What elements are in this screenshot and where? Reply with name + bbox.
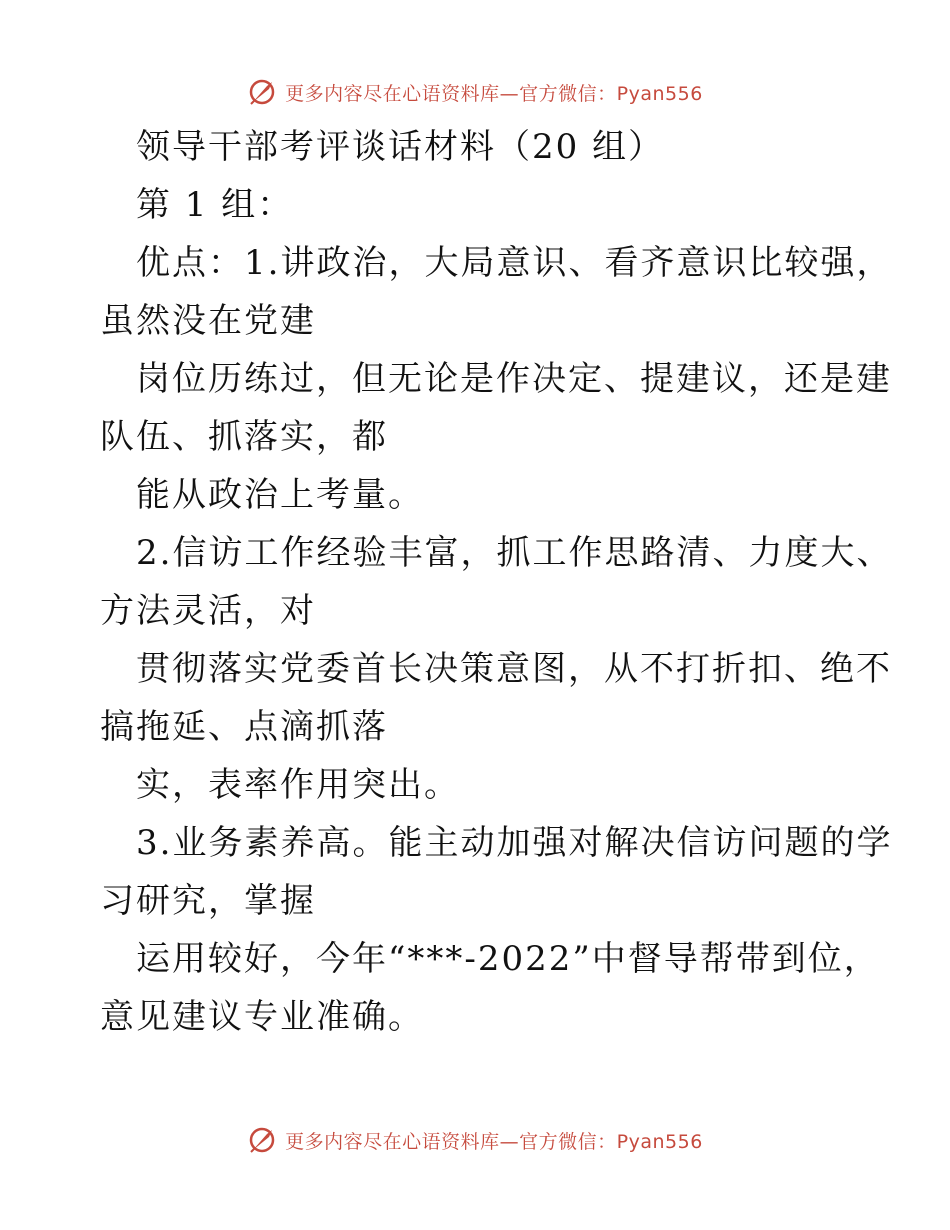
paragraph-line: 3.业务素养高。能主动加强对解决信访问题的学 — [136, 823, 893, 863]
paragraph-line: 方法灵活，对 — [100, 591, 316, 631]
quill-logo-icon — [247, 77, 277, 107]
paragraph-line: 虽然没在党建 — [100, 301, 316, 341]
paragraph-line: 能从政治上考量。 — [136, 475, 424, 515]
footer-watermark — [0, 1120, 950, 1160]
paragraph-line: 运用较好，今年“***-2022”中督导帮带到位， — [136, 939, 880, 979]
document-body — [100, 118, 893, 1046]
watermark-text: 更多内容尽在心语资料库—官方微信：Pyan556 — [285, 1130, 703, 1153]
header-watermark — [0, 72, 950, 112]
watermark-text: 更多内容尽在心语资料库—官方微信：Pyan556 — [285, 82, 703, 105]
paragraph-line: 岗位历练过，但无论是作决定、提建议，还是建 — [136, 359, 892, 399]
paragraph-line: 队伍、抓落实，都 — [100, 417, 388, 457]
paragraph-line: 实，表率作用突出。 — [136, 765, 460, 805]
document-title: 领导干部考评谈话材料（20 组） — [136, 127, 665, 167]
paragraph-line: 2.信访工作经验丰富，抓工作思路清、力度大、 — [136, 533, 893, 573]
paragraph-line: 贯彻落实党委首长决策意图，从不打折扣、绝不 — [136, 649, 892, 689]
quill-logo-icon — [247, 1125, 277, 1155]
paragraph-line: 优点：1.讲政治，大局意识、看齐意识比较强， — [136, 243, 893, 283]
paragraph-line: 意见建议专业准确。 — [100, 997, 424, 1037]
paragraph-line: 习研究，掌握 — [100, 881, 316, 921]
paragraph-line: 搞拖延、点滴抓落 — [100, 707, 388, 747]
group-heading: 第 1 组： — [136, 185, 294, 225]
